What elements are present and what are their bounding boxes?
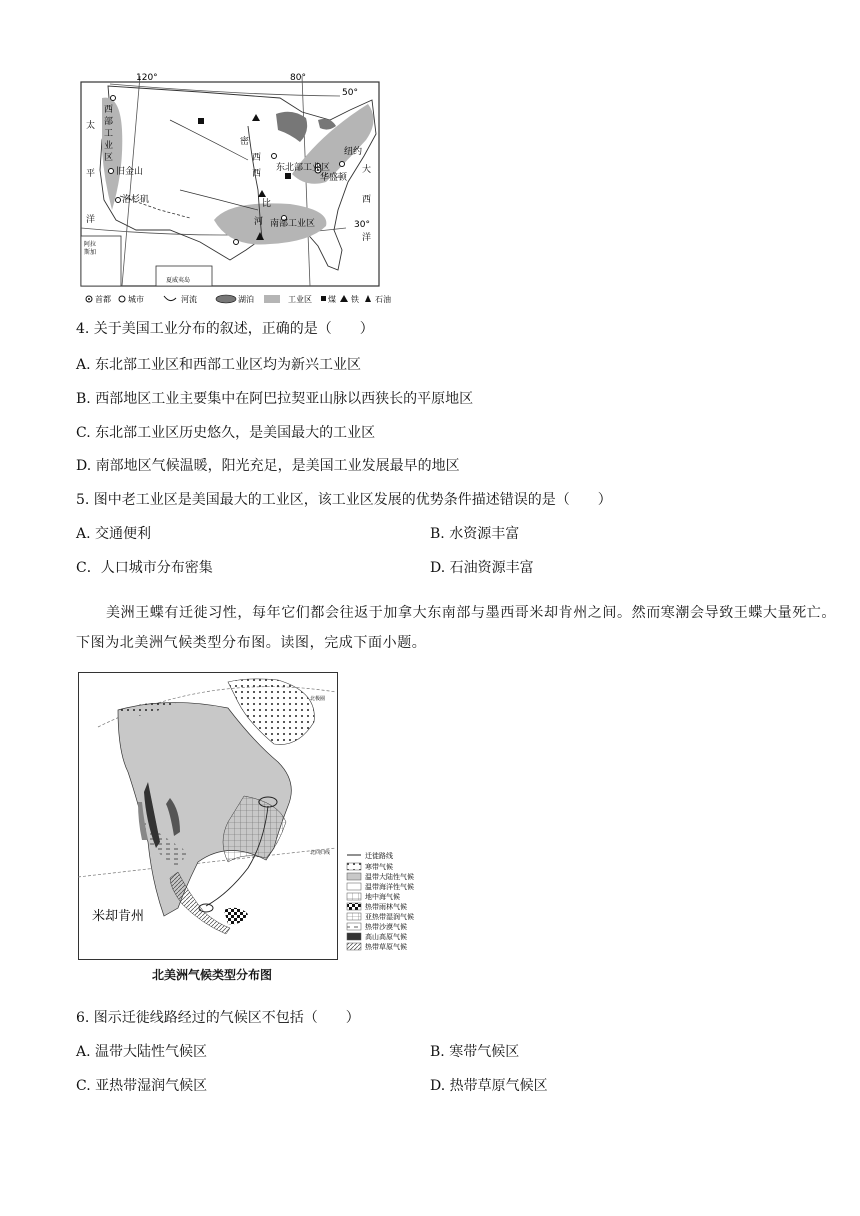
legend-item: 温带大陆性气候 xyxy=(365,873,414,881)
us-map-legend-svg xyxy=(84,292,424,306)
q6-option-c[interactable]: C. 亚热带湿润气候区 xyxy=(76,1078,208,1094)
region-label: 西 xyxy=(104,105,114,115)
q4-option-d[interactable]: D. 南部地区气候温暖，阳光充足，是美国工业发展最早的地区 xyxy=(76,458,460,474)
climate-legend-svg xyxy=(346,850,446,960)
us-map-legend xyxy=(84,291,424,305)
q5-option-d[interactable]: D. 石油资源丰富 xyxy=(430,560,534,576)
q6-stem: 6. 图示迁徙线路经过的气候区不包括（ ） xyxy=(76,1010,360,1026)
na-climate-map-svg xyxy=(78,672,340,962)
river-label: 西 xyxy=(252,169,262,179)
inset-label: 斯加 xyxy=(84,249,97,256)
ocean-label: 西 xyxy=(362,195,372,205)
city-label: 旧金山 xyxy=(116,167,144,177)
q6-option-b[interactable]: B. 寒带气候区 xyxy=(430,1044,520,1060)
region-label: 区 xyxy=(104,153,114,163)
legend-iron: 铁 xyxy=(351,295,359,304)
lat-label: 50° xyxy=(342,88,358,98)
q6-option-a[interactable]: A. 温带大陆性气候区 xyxy=(76,1044,208,1060)
region-label: 业 xyxy=(104,141,114,151)
passage-text: 美洲王蝶有迁徙习性，每年它们都会往返于加拿大东南部与墨西哥米却肯州之间。然而寒潮会导致王蝶大量死亡。下图为北美洲气候类型分布图。读图，完成下面小题。 xyxy=(76,605,836,651)
tropic-label: 北回归线 xyxy=(310,850,331,856)
legend-item: 迁徙路线 xyxy=(365,852,393,860)
city-label: 华盛顿 xyxy=(320,173,348,183)
legend-item: 高山高原气候 xyxy=(365,933,407,941)
legend-oil: 石油 xyxy=(375,295,391,304)
region-label: 南部工业区 xyxy=(270,219,316,229)
q4-option-b[interactable]: B. 西部地区工业主要集中在阿巴拉契亚山脉以西狭长的平原地区 xyxy=(76,391,474,407)
q5-option-a[interactable]: A. 交通便利 xyxy=(76,526,152,542)
legend-item: 温带海洋性气候 xyxy=(365,883,414,891)
legend-item: 热带草原气候 xyxy=(365,943,407,951)
q4-stem: 4. 关于美国工业分布的叙述，正确的是（ ） xyxy=(76,321,374,337)
river-label: 比 xyxy=(262,199,272,209)
ocean-label: 大 xyxy=(362,165,372,175)
legend-lake: 湖泊 xyxy=(238,295,254,304)
q5-stem: 5. 图中老工业区是美国最大的工业区，该工业区发展的优势条件描述错误的是（ ） xyxy=(76,492,612,508)
legend-industrial: 工业区 xyxy=(288,295,312,304)
ocean-label: 洋 xyxy=(86,215,96,225)
river-label: 密 xyxy=(240,137,250,147)
river-label: 河 xyxy=(254,217,264,227)
place-label: 米却肯州 xyxy=(92,909,145,924)
river-label: 西 xyxy=(252,153,262,163)
legend-city: 城市 xyxy=(128,295,144,304)
legend-item: 热带沙漠气候 xyxy=(365,923,407,931)
lat-label: 30° xyxy=(354,220,370,230)
arctic-circle-label: 北极圈 xyxy=(310,696,326,702)
legend-capital: 首都 xyxy=(95,295,111,304)
q5-option-c[interactable]: C．人口城市分布密集 xyxy=(76,560,213,576)
region-label: 东北部工业区 xyxy=(276,163,331,173)
inset-label: 阿拉 xyxy=(84,241,97,248)
q6-option-d[interactable]: D. 热带草原气候区 xyxy=(430,1078,548,1094)
inset-label: 夏威夷岛 xyxy=(166,277,191,284)
legend-item: 亚热带湿润气候 xyxy=(365,913,414,921)
ocean-label: 洋 xyxy=(362,233,372,243)
climate-legend xyxy=(346,850,446,960)
q5-option-b[interactable]: B. 水资源丰富 xyxy=(430,526,520,542)
legend-item: 地中海气候 xyxy=(365,893,400,901)
region-label: 工 xyxy=(104,129,114,139)
us-industry-map-svg xyxy=(80,70,380,288)
ocean-label: 太 xyxy=(86,121,96,131)
us-industry-map xyxy=(80,70,380,288)
q4-option-c[interactable]: C. 东北部工业区历史悠久，是美国最大的工业区 xyxy=(76,425,376,441)
legend-coal: 煤 xyxy=(328,295,336,304)
lon-label: 80° xyxy=(290,73,306,83)
legend-item: 热带雨林气候 xyxy=(365,903,407,911)
map2-caption: 北美洲气候类型分布图 xyxy=(152,968,273,982)
city-label: 纽约 xyxy=(344,147,363,157)
lon-label: 120° xyxy=(136,73,158,83)
region-label: 部 xyxy=(104,117,114,127)
na-climate-map xyxy=(78,672,340,962)
legend-item: 寒带气候 xyxy=(365,863,393,871)
legend-river: 河流 xyxy=(181,295,197,304)
city-label: 洛杉矶 xyxy=(122,195,150,205)
ocean-label: 平 xyxy=(86,169,96,179)
q4-option-a[interactable]: A. 东北部工业区和西部工业区均为新兴工业区 xyxy=(76,357,362,373)
